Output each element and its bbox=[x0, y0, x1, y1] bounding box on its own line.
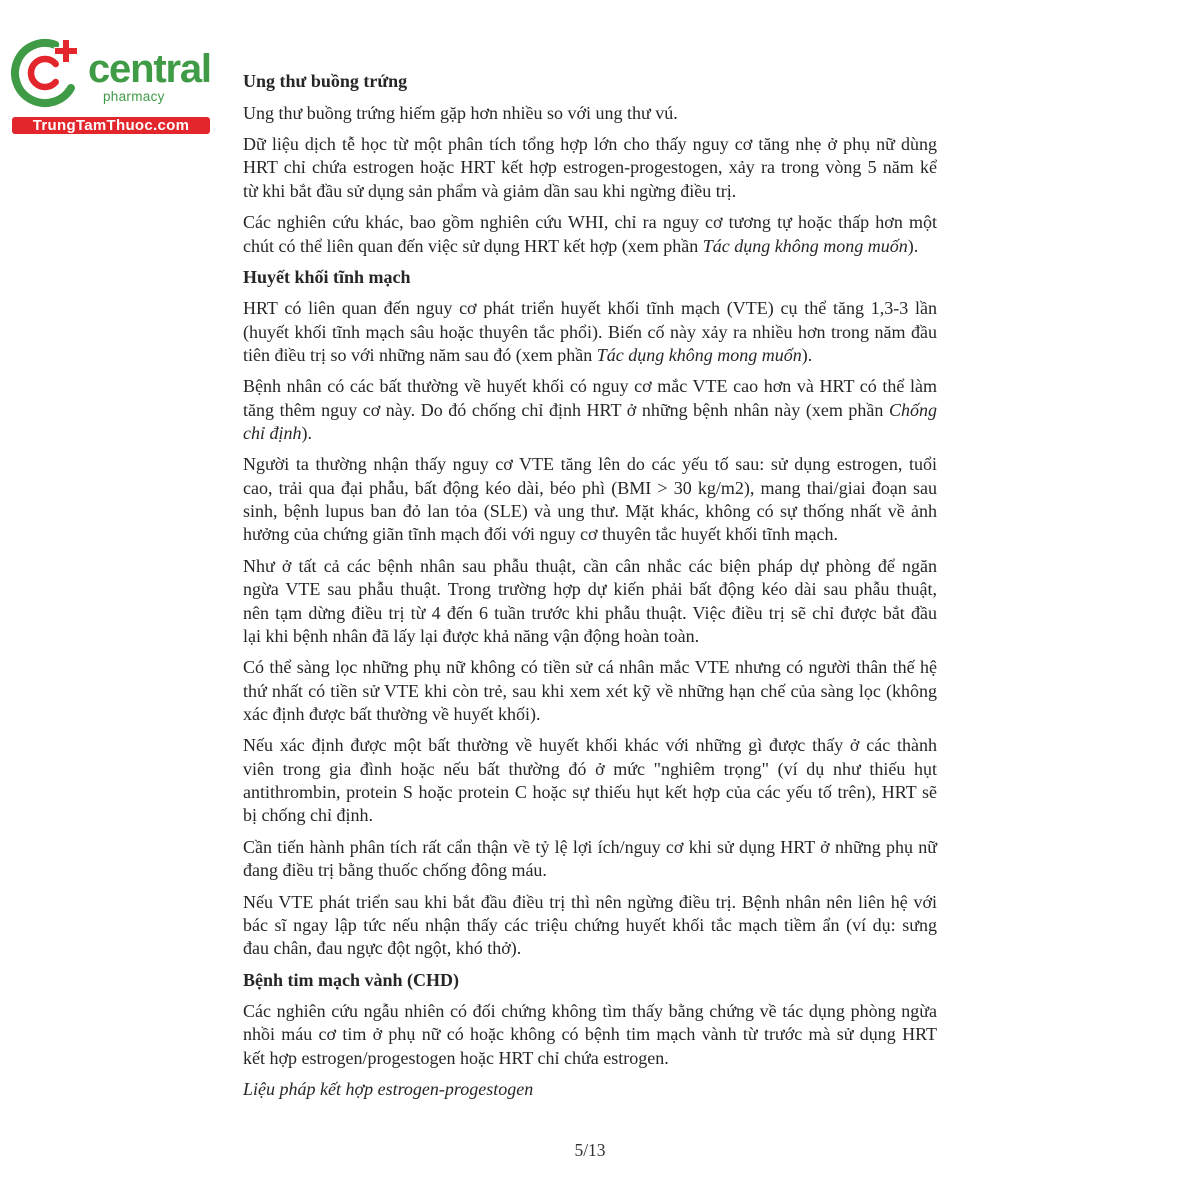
text-line bbox=[243, 235, 937, 258]
section-heading bbox=[243, 969, 937, 992]
text-line bbox=[243, 399, 937, 422]
paragraph bbox=[243, 1000, 937, 1070]
text-line: (huyết khối tĩnh mạch sâu hoặc thuyên tắc phổi). Biến cố này xảy ra nhiều hơn trong năm đầu bbox=[243, 321, 937, 342]
text-line: HRT chỉ chứa estrogen hoặc HRT kết hợp estrogen-progestogen, xảy ra trong vòng 5 năm kể bbox=[243, 157, 937, 178]
text-line: Ung thư buồng trứng hiếm gặp hơn nhiều so với ung thư vú. bbox=[243, 102, 678, 123]
brand-subtitle: pharmacy bbox=[103, 89, 165, 104]
text-span: ). bbox=[301, 423, 312, 444]
section-heading bbox=[243, 70, 937, 93]
text-line bbox=[243, 344, 937, 367]
text-line: Nếu xác định được một bất thường về huyết khối khác với những gì được thấy ở các thành bbox=[243, 735, 937, 756]
italic-text: Liệu pháp kết hợp estrogen-progestogen bbox=[243, 1079, 534, 1100]
italic-text: Tác dụng không mong muốn bbox=[702, 235, 908, 256]
paragraph bbox=[243, 555, 937, 648]
text-line: đau chân, đau ngực đột ngột, khó thở). bbox=[243, 938, 522, 959]
central-pharmacy-logo bbox=[0, 0, 220, 140]
inner-c-arc bbox=[31, 59, 56, 87]
text-line: antithrombin, protein S hoặc protein C hoặc sự thiếu hụt kết hợp của các yếu tố trên), HRT sẽ bbox=[243, 782, 937, 803]
text-line: đang điều trị bằng thuốc chống đông máu. bbox=[243, 860, 547, 881]
paragraph bbox=[243, 836, 937, 883]
text-line: viên trong gia đình hoặc nếu bất thường đó ở mức "nghiêm trọng" (ví dụ như thiếu hụt bbox=[243, 758, 937, 779]
text-line: Như ở tất cả các bệnh nhân sau phẫu thuật, cần cân nhắc các biện pháp dự phòng để ngăn bbox=[243, 555, 937, 576]
text-line: hưởng của chứng giãn tĩnh mạch đối với nguy cơ thuyên tắc huyết khối tĩnh mạch. bbox=[243, 524, 838, 545]
paragraph bbox=[243, 102, 937, 125]
paragraph bbox=[243, 133, 937, 203]
paragraph bbox=[243, 453, 937, 546]
text-line: bác sĩ ngay lập tức nếu nhận thấy các triệu chứng huyết khối tắc mạch tiềm ẩn (ví dụ: sưng bbox=[243, 914, 937, 935]
text-line: từ khi bắt đầu sử dụng sản phẩm và giảm dần sau khi ngừng điều trị. bbox=[243, 180, 737, 201]
text-line: sinh, bệnh lupus ban đỏ lan tỏa (SLE) và ung thư. Mặt khác, không có sự thống nhất về ảnh bbox=[243, 501, 937, 522]
text-span: tiên điều trị so với những năm sau đó (xem phần bbox=[243, 344, 597, 365]
text-line: kết hợp estrogen/progestogen hoặc HRT chỉ chứa estrogen. bbox=[243, 1047, 669, 1068]
paragraph bbox=[243, 297, 937, 367]
text-line: Ung thư buồng trứng bbox=[243, 71, 408, 92]
text-span: ). bbox=[801, 344, 813, 365]
text-line: lại khi bệnh nhân đã lấy lại được khả năng vận động hoàn toàn. bbox=[243, 625, 700, 646]
pharmacy-cross-logo-icon bbox=[8, 36, 88, 112]
text-span: ). bbox=[907, 235, 919, 256]
page-number: 5/13 bbox=[574, 1140, 606, 1160]
text-line: Người ta thường nhận thấy nguy cơ VTE tăng lên do các yếu tố sau: sử dụng estrogen, tuổi bbox=[243, 454, 937, 475]
text-line: nên tạm dừng điều trị từ 4 đến 6 tuần trước khi phẫu thuật. Việc điều trị sẽ chỉ được bắt đầu bbox=[243, 602, 937, 623]
text-span: tăng thêm nguy cơ này. Do đó chống chỉ định HRT ở những bệnh nhân này (xem phần bbox=[243, 399, 889, 420]
text-line: xác định được bất thường về huyết khối). bbox=[243, 703, 541, 724]
paragraph bbox=[243, 891, 937, 961]
text-line: thứ nhất có tiền sử VTE khi còn trẻ, sau khi xem xét kỹ về những hạn chế của sàng lọc (không bbox=[243, 680, 937, 701]
text-span: chút có thể liên quan đến việc sử dụng HRT kết hợp (xem phần bbox=[243, 235, 703, 256]
text-line bbox=[243, 1078, 937, 1101]
text-line: ngừa VTE sau phẫu thuật. Trong trường hợp dự kiến phải bất động kéo dài sau phẫu thuật, bbox=[243, 579, 937, 600]
text-line: Có thể sàng lọc những phụ nữ không có tiền sử cá nhân mắc VTE nhưng có người thân thế hệ bbox=[243, 657, 937, 678]
text-line: Dữ liệu dịch tễ học từ một phân tích tổng hợp lớn cho thấy nguy cơ tăng nhẹ ở phụ nữ dùng bbox=[243, 134, 937, 155]
text-line: Huyết khối tĩnh mạch bbox=[243, 266, 411, 287]
italic-text: Chống bbox=[888, 399, 937, 420]
brand-name: central bbox=[88, 47, 211, 91]
text-line: Bệnh nhân có các bất thường về huyết khối có nguy cơ mắc VTE cao hơn và HRT có thể làm bbox=[243, 376, 937, 397]
text-line: Cần tiến hành phân tích rất cẩn thận về tỷ lệ lợi ích/nguy cơ khi sử dụng HRT ở những phụ nữ bbox=[243, 836, 937, 857]
paragraph bbox=[243, 1078, 937, 1101]
text-line: Các nghiên cứu ngẫu nhiên có đối chứng không tìm thấy bằng chứng về tác dụng phòng ngừa bbox=[243, 1000, 937, 1021]
text-line: nhồi máu cơ tim ở phụ nữ có hoặc không có bệnh tim mạch vành từ trước mà sử dụng HRT bbox=[243, 1024, 937, 1045]
paragraph bbox=[243, 734, 937, 827]
website-banner: TrungTamThuoc.com bbox=[12, 117, 210, 134]
text-line bbox=[243, 422, 937, 445]
italic-text: chỉ định bbox=[243, 423, 302, 444]
italic-text: Tác dụng không mong muốn bbox=[596, 344, 802, 365]
paragraph bbox=[243, 375, 937, 445]
text-line: bị chống chỉ định. bbox=[243, 805, 373, 826]
document-body bbox=[243, 70, 937, 1109]
section-heading bbox=[243, 266, 937, 289]
text-line: Bệnh tim mạch vành (CHD) bbox=[243, 969, 460, 990]
text-line: Nếu VTE phát triển sau khi bắt đầu điều trị thì nên ngừng điều trị. Bệnh nhân nên liên hệ với bbox=[243, 891, 937, 912]
text-line: HRT có liên quan đến nguy cơ phát triển huyết khối tĩnh mạch (VTE) cụ thể tăng 1,3-3 lần bbox=[243, 298, 937, 319]
text-line: Các nghiên cứu khác, bao gồm nghiên cứu WHI, chỉ ra nguy cơ tương tự hoặc thấp hơn một bbox=[243, 212, 937, 233]
paragraph bbox=[243, 211, 937, 258]
paragraph bbox=[243, 656, 937, 726]
text-line: cao, trải qua đại phẫu, bất động kéo dài, béo phì (BMI > 30 kg/m2), mang thai/giai đoạn sau bbox=[243, 477, 937, 498]
